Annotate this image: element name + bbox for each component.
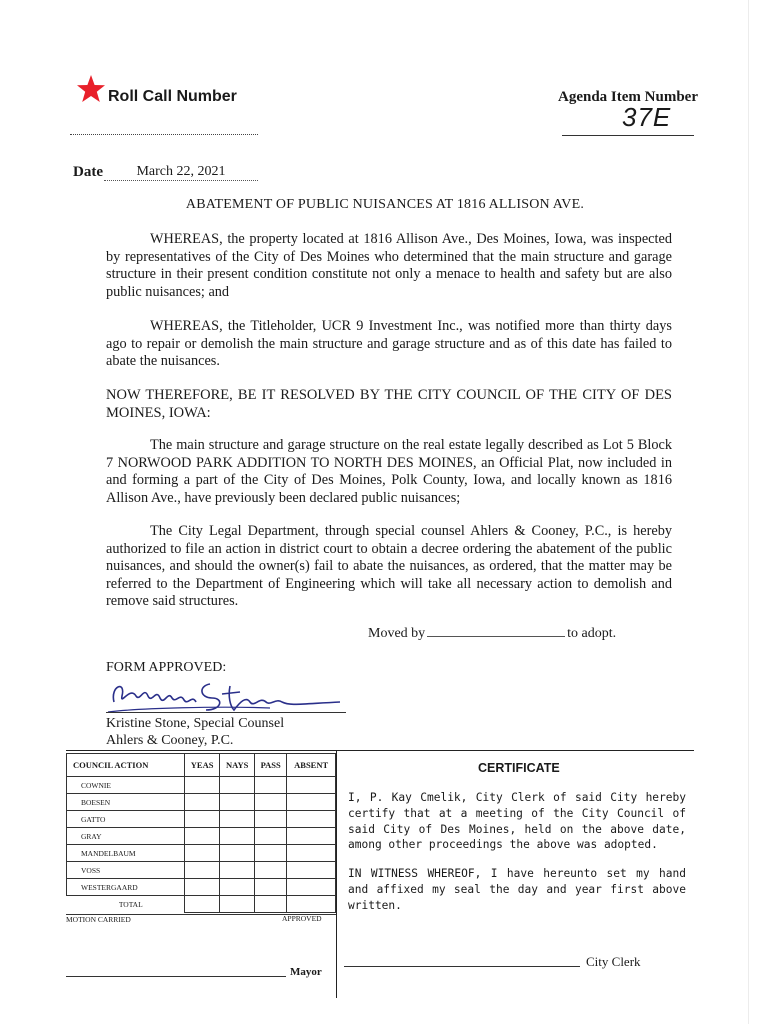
- table-row: [67, 862, 336, 879]
- vote-cell[interactable]: [220, 811, 255, 828]
- table-header: YEAS: [185, 754, 220, 777]
- vote-cell[interactable]: [255, 777, 287, 794]
- vote-cell[interactable]: [287, 828, 336, 845]
- vote-cell[interactable]: [185, 828, 220, 845]
- table-row: [67, 828, 336, 845]
- agenda-item-number: 37E: [622, 102, 672, 132]
- handwritten-signature: [100, 672, 350, 716]
- vote-cell[interactable]: [255, 794, 287, 811]
- authorization-paragraph: The City Legal Department, through special counsel Ahlers & Cooney, P.C., is hereby authorized to file an action in district court to obtain a decree ordering the abatement of the public nuisances, and should the owner(s) fail to abate the nuisances, as ordered, that the matter may be referred to the Department of Engineering which will take all necessary action to demolish and remove said structures.: [106, 523, 672, 610]
- red-star-icon: [76, 74, 106, 104]
- date-label: Date: [73, 164, 103, 180]
- table-header: PASS: [255, 754, 287, 777]
- section-divider: [66, 750, 694, 751]
- column-divider: [336, 750, 337, 998]
- page-edge-shadow: [748, 0, 750, 1024]
- vote-cell[interactable]: [220, 777, 255, 794]
- total-cell[interactable]: [255, 896, 287, 913]
- vote-cell[interactable]: [185, 879, 220, 896]
- legal-description-paragraph: The main structure and garage structure on the real estate legally described as Lot 5 Block 7 NORWOOD PARK ADDITION TO NORTH DES MOINES, an Official Plat, now included in and forming a part of the City of Des Moines, Polk County, Iowa, and locally known as 1816 Allison Ave., have previously been declared public nuisances;: [106, 437, 672, 506]
- table-row: [67, 845, 336, 862]
- table-row: [67, 879, 336, 896]
- whereas-paragraph-2: WHEREAS, the Titleholder, UCR 9 Investment Inc., was notified more than thirty days ago to repair or demolish the main structure and garage structure and as of this date has failed to abate the nuisances.: [106, 318, 672, 370]
- certificate-heading: CERTIFICATE: [478, 761, 560, 775]
- vote-cell[interactable]: [287, 845, 336, 862]
- vote-cell[interactable]: [255, 811, 287, 828]
- total-cell[interactable]: [185, 896, 220, 913]
- table-row: [67, 811, 336, 828]
- counsel-block: [106, 715, 284, 749]
- table-row: [67, 777, 336, 794]
- form-approved-label: FORM APPROVED:: [106, 660, 227, 675]
- member-name: GATTO: [67, 811, 185, 828]
- total-cell[interactable]: [220, 896, 255, 913]
- document-title: ABATEMENT OF PUBLIC NUISANCES AT 1816 ALLISON AVE.: [185, 197, 585, 212]
- approved-label: APPROVED: [282, 914, 322, 923]
- mayor-signature-line: [66, 976, 286, 977]
- vote-cell[interactable]: [185, 777, 220, 794]
- table-header: COUNCIL ACTION: [67, 754, 185, 777]
- vote-cell[interactable]: [287, 862, 336, 879]
- vote-cell[interactable]: [255, 845, 287, 862]
- vote-cell[interactable]: [185, 794, 220, 811]
- moved-by-prefix: Moved by: [368, 626, 426, 641]
- vote-cell[interactable]: [220, 845, 255, 862]
- city-clerk-label: City Clerk: [586, 954, 641, 969]
- resolved-paragraph: NOW THEREFORE, BE IT RESOLVED BY THE CITY COUNCIL OF THE CITY OF DES MOINES, IOWA:: [106, 387, 672, 421]
- motion-carried-label: MOTION CARRIED: [66, 914, 336, 924]
- vote-cell[interactable]: [185, 811, 220, 828]
- moved-by-suffix: to adopt.: [567, 626, 617, 641]
- vote-cell[interactable]: [255, 862, 287, 879]
- vote-cell[interactable]: [185, 862, 220, 879]
- roll-call-number-line: [70, 134, 258, 135]
- vote-cell[interactable]: [255, 879, 287, 896]
- moved-by-line: [368, 626, 616, 642]
- table-header: ABSENT: [287, 754, 336, 777]
- clerk-signature-line: [344, 966, 580, 967]
- vote-cell[interactable]: [185, 845, 220, 862]
- table-row: [67, 794, 336, 811]
- member-name: BOESEN: [67, 794, 185, 811]
- certificate-paragraph-2: IN WITNESS WHEREOF, I have hereunto set my hand and affixed my seal the day and year first above written.: [348, 867, 686, 912]
- council-action-table: [66, 753, 336, 913]
- vote-cell[interactable]: [255, 828, 287, 845]
- table-row-total: [67, 896, 336, 913]
- moved-by-blank: [427, 636, 565, 637]
- table-header: NAYS: [220, 754, 255, 777]
- vote-cell[interactable]: [220, 862, 255, 879]
- vote-cell[interactable]: [287, 794, 336, 811]
- vote-cell[interactable]: [287, 879, 336, 896]
- vote-cell[interactable]: [220, 879, 255, 896]
- agenda-item-line: [562, 135, 694, 136]
- member-name: COWNIE: [67, 777, 185, 794]
- member-name: WESTERGAARD: [67, 879, 185, 896]
- table-header-row: [67, 754, 336, 777]
- total-cell[interactable]: [287, 896, 336, 913]
- mayor-label: Mayor: [290, 966, 322, 978]
- counsel-name: Kristine Stone, Special Counsel: [106, 716, 285, 731]
- date-value: March 22, 2021: [104, 164, 258, 181]
- certificate-paragraph-1: I, P. Kay Cmelik, City Clerk of said City hereby certify that at a meeting of the City Council of said City of Des Moines, held on the above date, among other proceedings the above was adopted.: [348, 791, 686, 852]
- vote-cell[interactable]: [287, 811, 336, 828]
- vote-cell[interactable]: [220, 794, 255, 811]
- total-label: TOTAL: [67, 896, 185, 913]
- member-name: MANDELBAUM: [67, 845, 185, 862]
- vote-cell[interactable]: [287, 777, 336, 794]
- vote-cell[interactable]: [220, 828, 255, 845]
- member-name: VOSS: [67, 862, 185, 879]
- whereas-paragraph-1: WHEREAS, the property located at 1816 Allison Ave., Des Moines, Iowa, was inspected by representatives of the City of Des Moines who determined that the main structure and garage structure in their present condition constitute not only a menace to health and safety but are also public nuisances; and: [106, 231, 672, 300]
- counsel-firm: Ahlers & Cooney, P.C.: [106, 733, 234, 748]
- roll-call-label: Roll Call Number: [108, 88, 237, 105]
- agenda-item-label: Agenda Item Number: [558, 89, 698, 105]
- member-name: GRAY: [67, 828, 185, 845]
- signature-line: [106, 712, 346, 713]
